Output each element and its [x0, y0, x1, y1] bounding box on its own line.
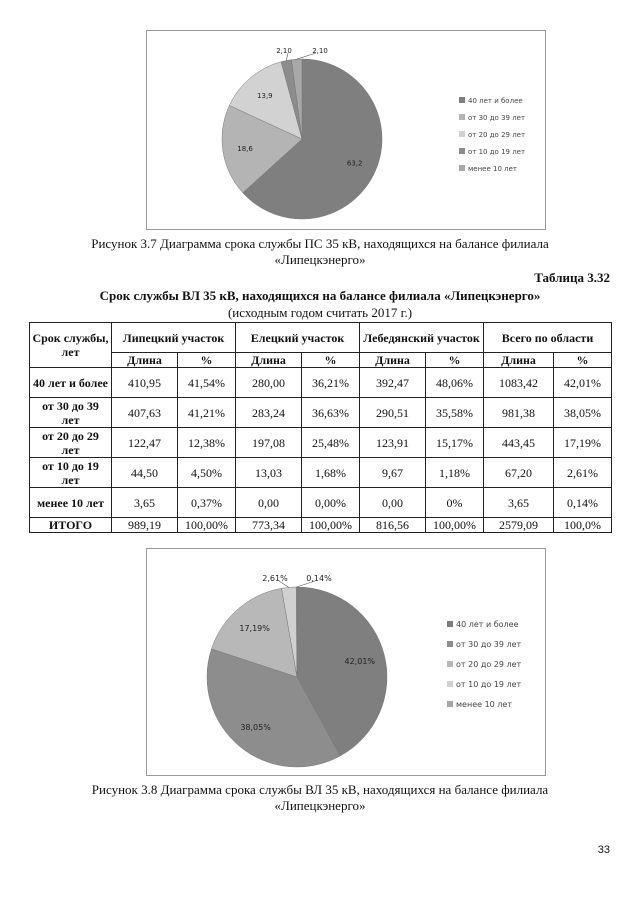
- row-label: ИТОГО: [30, 518, 112, 533]
- percent-cell: 100,00%: [178, 518, 236, 533]
- table-subtitle: (исходным годом считать 2017 г.): [227, 305, 413, 320]
- length-cell: 283,24: [236, 398, 302, 428]
- percent-cell: 2,61%: [554, 458, 612, 488]
- length-cell: 443,45: [484, 428, 554, 458]
- col-header-pct: %: [426, 353, 484, 368]
- percent-cell: 1,68%: [302, 458, 360, 488]
- percent-cell: 0,14%: [554, 488, 612, 518]
- pie-chart-ps: [146, 30, 546, 230]
- data-label: 17,19%: [239, 623, 270, 633]
- legend-label: от 30 до 39 лет: [456, 640, 522, 649]
- percent-cell: 35,58%: [426, 398, 484, 428]
- pie-chart-ps-svg: [147, 31, 547, 231]
- pie-chart-vl: [146, 548, 546, 776]
- legend-label: от 20 до 29 лет: [468, 131, 526, 139]
- percent-cell: 12,38%: [178, 428, 236, 458]
- data-label: 13,9: [257, 91, 273, 100]
- col-header-length: Длина: [112, 353, 178, 368]
- percent-cell: 36,21%: [302, 368, 360, 398]
- legend-swatch: [447, 681, 453, 687]
- data-label: 2,10: [276, 47, 292, 55]
- legend-label: менее 10 лет: [456, 700, 512, 709]
- col-header-group: Лебедянский участок: [360, 323, 484, 353]
- length-cell: 280,00: [236, 368, 302, 398]
- percent-cell: 15,17%: [426, 428, 484, 458]
- percent-cell: 42,01%: [554, 368, 612, 398]
- data-label: 63,2: [346, 159, 363, 168]
- percent-cell: 100,00%: [426, 518, 484, 533]
- length-cell: 44,50: [112, 458, 178, 488]
- length-cell: 123,91: [360, 428, 426, 458]
- length-cell: 122,47: [112, 428, 178, 458]
- legend-label: от 30 до 39 лет: [468, 114, 526, 122]
- col-header-pct: %: [302, 353, 360, 368]
- length-cell: 989,19: [112, 518, 178, 533]
- table-number: Таблица 3.32: [534, 270, 610, 285]
- legend-label: менее 10 лет: [468, 165, 517, 173]
- legend-label: от 10 до 19 лет: [456, 680, 522, 689]
- percent-cell: 36,63%: [302, 398, 360, 428]
- row-label: от 10 до 19 лет: [30, 458, 112, 488]
- legend-label: 40 лет и более: [456, 620, 519, 629]
- percent-cell: 25,48%: [302, 428, 360, 458]
- length-cell: 981,38: [484, 398, 554, 428]
- row-label: 40 лет и более: [30, 368, 112, 398]
- percent-cell: 1,18%: [426, 458, 484, 488]
- legend-swatch: [459, 114, 465, 120]
- percent-cell: 0,37%: [178, 488, 236, 518]
- table-row: [30, 398, 612, 428]
- percent-cell: 38,05%: [554, 398, 612, 428]
- col-header-group: Липецкий участок: [112, 323, 236, 353]
- percent-cell: 4,50%: [178, 458, 236, 488]
- legend-swatch: [459, 131, 465, 137]
- length-cell: 3,65: [484, 488, 554, 518]
- table-row: [30, 488, 612, 518]
- data-label: 42,01%: [344, 656, 376, 666]
- length-cell: 773,34: [236, 518, 302, 533]
- service-life-table: [29, 322, 612, 533]
- percent-cell: 41,21%: [178, 398, 236, 428]
- legend-swatch: [459, 148, 465, 154]
- length-cell: 3,65: [112, 488, 178, 518]
- table-row: [30, 518, 612, 533]
- legend-swatch: [459, 97, 465, 103]
- table-row: [30, 458, 612, 488]
- table-row: [30, 368, 612, 398]
- length-cell: 407,63: [112, 398, 178, 428]
- length-cell: 816,56: [360, 518, 426, 533]
- percent-cell: 0%: [426, 488, 484, 518]
- length-cell: 1083,42: [484, 368, 554, 398]
- length-cell: 0,00: [360, 488, 426, 518]
- row-label: от 30 до 39 лет: [30, 398, 112, 428]
- col-header-term: Срок службы, лет: [30, 323, 112, 368]
- length-cell: 410,95: [112, 368, 178, 398]
- percent-cell: 48,06%: [426, 368, 484, 398]
- col-header-pct: %: [554, 353, 612, 368]
- legend-label: от 10 до 19 лет: [468, 148, 526, 156]
- data-label: 2,10: [312, 47, 328, 55]
- pie-chart-vl-svg: [147, 549, 547, 777]
- data-label: 2,61%: [262, 574, 288, 583]
- length-cell: 0,00: [236, 488, 302, 518]
- length-cell: 290,51: [360, 398, 426, 428]
- legend-label: 40 лет и более: [468, 97, 523, 105]
- row-label: от 20 до 29 лет: [30, 428, 112, 458]
- percent-cell: 17,19%: [554, 428, 612, 458]
- legend-swatch: [447, 701, 453, 707]
- data-label: 38,05%: [240, 722, 271, 732]
- length-cell: 392,47: [360, 368, 426, 398]
- legend-label: от 20 до 29 лет: [456, 660, 522, 669]
- percent-cell: 0,00%: [302, 488, 360, 518]
- figure-3-7-caption: Рисунок 3.7 Диаграмма срока службы ПС 35 кВ, находящихся на балансе филиала «Липецкэнерго»: [91, 236, 549, 267]
- col-header-length: Длина: [484, 353, 554, 368]
- percent-cell: 41,54%: [178, 368, 236, 398]
- col-header-length: Длина: [360, 353, 426, 368]
- length-cell: 13,03: [236, 458, 302, 488]
- table-title: Срок службы ВЛ 35 кВ, находящихся на балансе филиала «Липецкэнерго»: [99, 288, 541, 303]
- length-cell: 2579,09: [484, 518, 554, 533]
- col-header-length: Длина: [236, 353, 302, 368]
- length-cell: 9,67: [360, 458, 426, 488]
- col-header-group: Елецкий участок: [236, 323, 360, 353]
- table-row: [30, 428, 612, 458]
- data-label: 18,6: [237, 144, 253, 153]
- legend-swatch: [447, 641, 453, 647]
- percent-cell: 100,0%: [554, 518, 612, 533]
- data-label: 0,14%: [306, 574, 332, 583]
- length-cell: 197,08: [236, 428, 302, 458]
- col-header-group: Всего по области: [484, 323, 612, 353]
- legend-swatch: [447, 621, 453, 627]
- row-label: менее 10 лет: [30, 488, 112, 518]
- length-cell: 67,20: [484, 458, 554, 488]
- figure-3-8-caption: Рисунок 3.8 Диаграмма срока службы ВЛ 35 кВ, находящихся на балансе филиала «Липецкэнерго»: [91, 782, 549, 813]
- legend-swatch: [447, 661, 453, 667]
- page-number: 33: [597, 844, 610, 856]
- col-header-pct: %: [178, 353, 236, 368]
- percent-cell: 100,00%: [302, 518, 360, 533]
- legend-swatch: [459, 165, 465, 171]
